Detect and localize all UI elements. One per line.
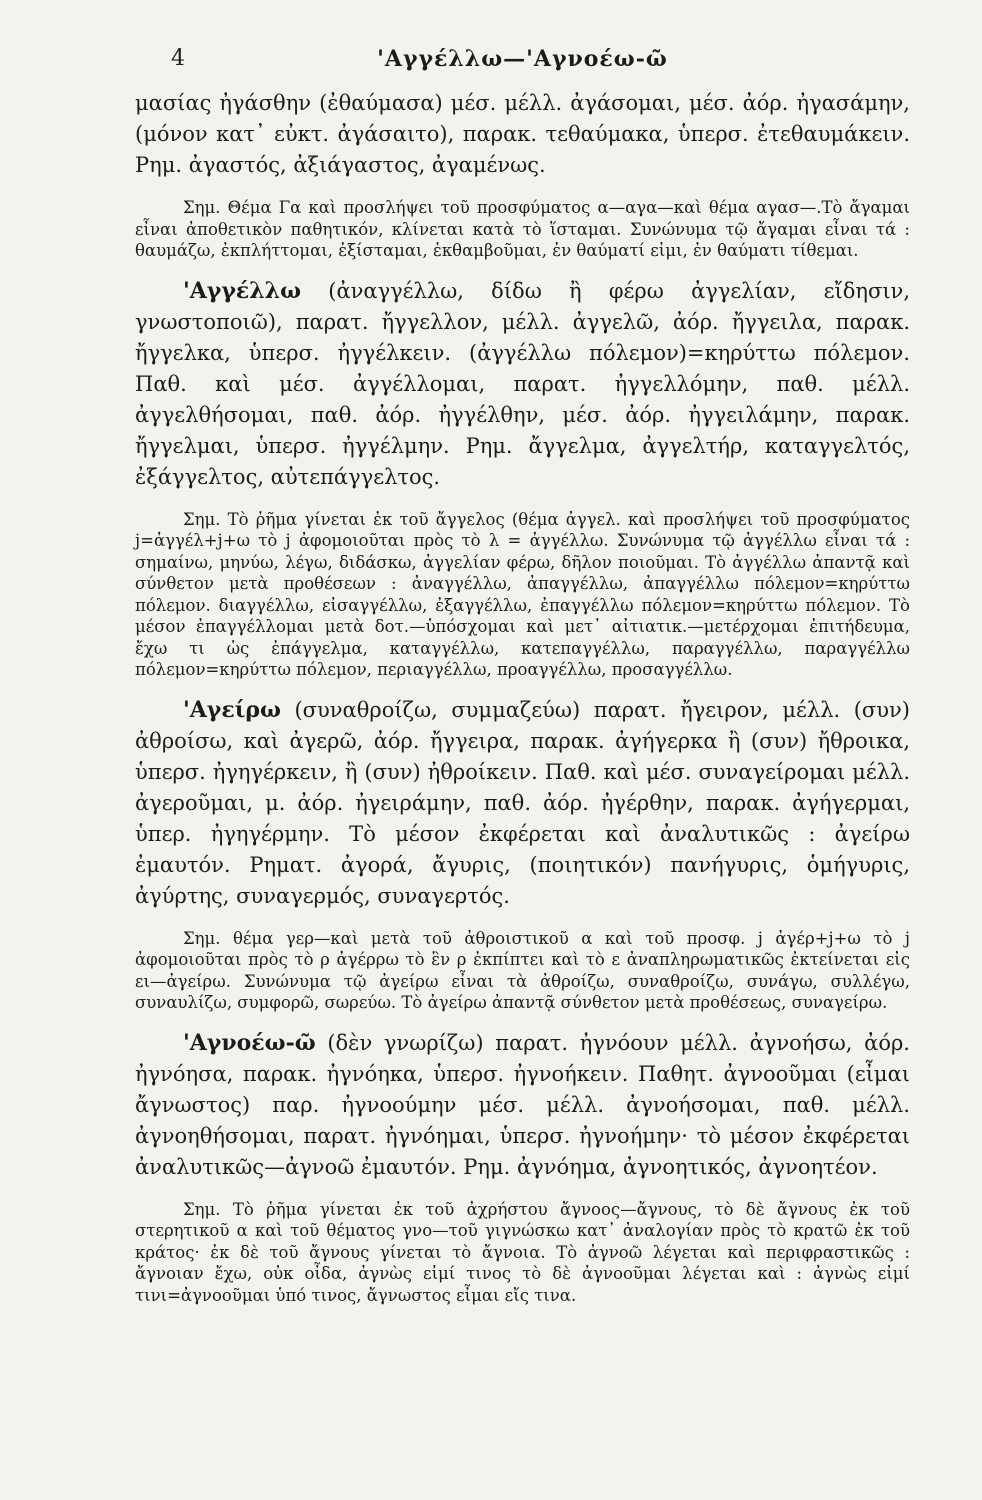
entry-ageiro-body: (συναθροίζω, συμμαζεύω) παρατ. ἤγειρον, μέλλ. (συν) ἀθροίσω, καὶ ἀγερῶ, ἀόρ. ἤγγειρα, παρακ. ἀγήγερκα ἢ (συν) ἤθροικα, ὑπερσ. ἠγηγέρκειν, ἢ (συν) ἠθροίκειν. Παθ. καὶ μέσ. συναγείρομαι μέλλ. ἀγεροῦμαι, μ. ἀόρ. ἠγειράμην, παθ. ἀόρ. ἠγέρθην, παρακ. ἀγήγερμαι, ὑπερ. ἠγηγέρμην. Τὸ μέσον ἐκφέρεται καὶ ἀναλυτικῶς : ἀγείρω ἐμαυτόν. Ρηματ. ἀγορά, ἄγυρις, (ποιητικόν) πανήγυρις, ὁμήγυρις, ἀγύρτης, συναγερμός, συναγερτός. [135,697,910,908]
entry-agnoeo-body: (δὲν γνωρίζω) παρατ. ἠγνόουν μέλλ. ἀγνοήσω, ἀόρ. ἠγνόησα, παρακ. ἠγνόηκα, ὑπερσ. ἠγνοήκειν. Παθητ. ἀγνοοῦμαι (εἶμαι ἄγνωστος) παρ. ἠγνοούμην μέσ. μέλλ. ἀγνοήσομαι, παθ. μέλλ. ἀγνοηθήσομαι, παρατ. ἠγνόημαι, ὑπερσ. ἠγνοήμην· τὸ μέσον ἐκφέρεται ἀναλυτικῶς—ἀγνοῶ ἐμαυτόν. Ρημ. ἀγνόημα, ἀγνοητικός, ἀγνοητέον. [135,1030,910,1179]
running-title: 'Αγγέλλω—'Αγνοέω-ῶ [377,46,668,72]
entry-angello-body: (ἀναγγέλλω, δίδω ἢ φέρω ἀγγελίαν, εἴδησιν, γνωστοποιῶ), παρατ. ἤγγελλον, μέλλ. ἀγγελῶ, ἀόρ. ἤγγειλα, παρακ. ἤγγελκα, ὑπερσ. ἠγγέλκειν. (ἀγγέλλω πόλεμον)=κηρύττω πόλεμον. Παθ. καὶ μέσ. ἀγγέλλομαι, παρατ. ἠγγελλόμην, παθ. μέλλ. ἀγγελθήσομαι, παθ. ἀόρ. ἠγγέλθην, μέσ. ἀόρ. ἠγγειλάμην, παρακ. ἤγγελμαι, ὑπερσ. ἠγγέλμην. Ρημ. ἄγγελμα, ἀγγελτήρ, καταγγελτός, ἐξάγγελτος, αὐτεπάγγελτος. [135,278,910,489]
lemma-angello: 'Αγγέλλω [183,277,302,304]
note-agamai: Σημ. Θέμα Γα καὶ προσλήψει τοῦ προσφύματος α—αγα—καὶ θέμα αγασ—.Τὸ ἄγαμαι εἶναι ἀποθετικὸν παθητικόν, κλίνεται κατὰ τὸ ἵσταμαι. Συνώνυμα τῷ ἄγαμαι εἶναι τά : θαυμάζω, ἐκπλήττομαι, ἐξίσταμαι, ἐκθαμβοῦμαι, ἐν θαύματί εἰμι, ἐν θαύματι τίθεμαι. [135,198,910,260]
page-header [135,38,910,88]
note-angello: Σημ. Τὸ ῥῆμα γίνεται ἐκ τοῦ ἄγγελος (θέμα ἀγγελ. καὶ προσλήψει τοῦ προσφύματος j=ἀγγέλ+j+ω τὸ j ἀφομοιοῦται πρὸς τὸ λ = ἀγγέλλω. Συνώνυμα τῷ ἀγγέλλω εἶναι τά : σημαίνω, μηνύω, λέγω, διδάσκω, ἀγγελίαν φέρω, δῆλον ποιοῦμαι. Τὸ ἀγγέλλω ἀπαντᾷ καὶ σύνθετον μετὰ προθέσεων : ἀναγγέλλω, ἀπαγγέλλω, ἀπαγγέλλω πόλεμον=κηρύττω πόλεμον. διαγγέλλω, εἰσαγγέλλω, ἐξαγγέλλω, ἐπαγγέλλω πόλεμον=κηρύττω πόλεμον. Τὸ μέσον ἐπαγγέλλομαι μετὰ δοτ.—ὑπόσχομαι καὶ μετ᾽ αἰτιατικ.—μετέρχομαι ἐπιτήδευμα, ἔχω τι ὡς ἐπάγγελμα, καταγγέλλω, κατεπαγγέλλω, παραγγέλλω, παραγγέλλω πόλεμον=κηρύττω πόλεμον, περιαγγέλλω, προαγγέλλω, προσαγγέλλω. [135,509,910,679]
entry-angello [135,276,910,493]
note-ageiro: Σημ. θέμα γερ—καὶ μετὰ τοῦ ἀθροιστικοῦ α καὶ τοῦ προσφ. j ἀγέρ+j+ω τὸ j ἀφομοιοῦται πρὸς τὸ ρ ἀγέρρω τὸ ἓν ρ ἐκπίπτει καὶ τὸ ε ἀναπληρωματικῶς ἐκτείνεται εἰς ει—ἀγείρω. Συνώνυμα τῷ ἀγείρω εἶναι τὰ ἀθροίζω, συναθροίζω, συνάγω, συλλέγω, συναυλίζω, συμφορῶ, σωρεύω. Τὸ ἀγείρω ἀπαντᾷ σύνθετον μετὰ προθέσεως, συναγείρω. [135,928,910,1012]
page-number: 4 [171,46,185,71]
note-agnoeo: Σημ. Τὸ ῥῆμα γίνεται ἐκ τοῦ ἀχρήστου ἄγνοος—ἄγνους, τὸ δὲ ἄγνους ἐκ τοῦ στερητικοῦ α καὶ τοῦ θέματος γνο—τοῦ γιγνώσκω κατ᾽ ἀναλογίαν πρὸς τὸ κρατῶ ἐκ τοῦ κράτος· ἐκ δὲ τοῦ ἄγνους γίνεται τὸ ἄγνοια. Τὸ ἀγνοῶ λέγεται καὶ περιφραστικῶς : ἄγνοιαν ἔχω, οὐκ οἶδα, ἀγνὼς εἰμί τινος τὸ δὲ ἀγνοοῦμαι λέγεται καὶ : ἀγνὼς εἰμί τινι=ἀγνοοῦμαι ὑπό τινος, ἄγνωστος εἶμαι εἴς τινα. [135,1199,910,1305]
lemma-agnoeo: 'Αγνοέω-ῶ [183,1029,316,1056]
entry-agnoeo [135,1028,910,1183]
lemma-ageiro: 'Αγείρω [183,696,281,723]
entry-ageiro [135,695,910,912]
entry-continuation: μασίας ἠγάσθην (ἐθαύμασα) μέσ. μέλλ. ἀγάσομαι, μέσ. ἀόρ. ἠγασάμην, (μόνον κατ᾽ εὐκτ. ἀγάσαιτο), παρακ. τεθαύμακα, ὑπερσ. ἐτεθαυμάκειν. Ρημ. ἀγαστός, ἀξιάγαστος, ἀγαμένως. [135,91,910,177]
